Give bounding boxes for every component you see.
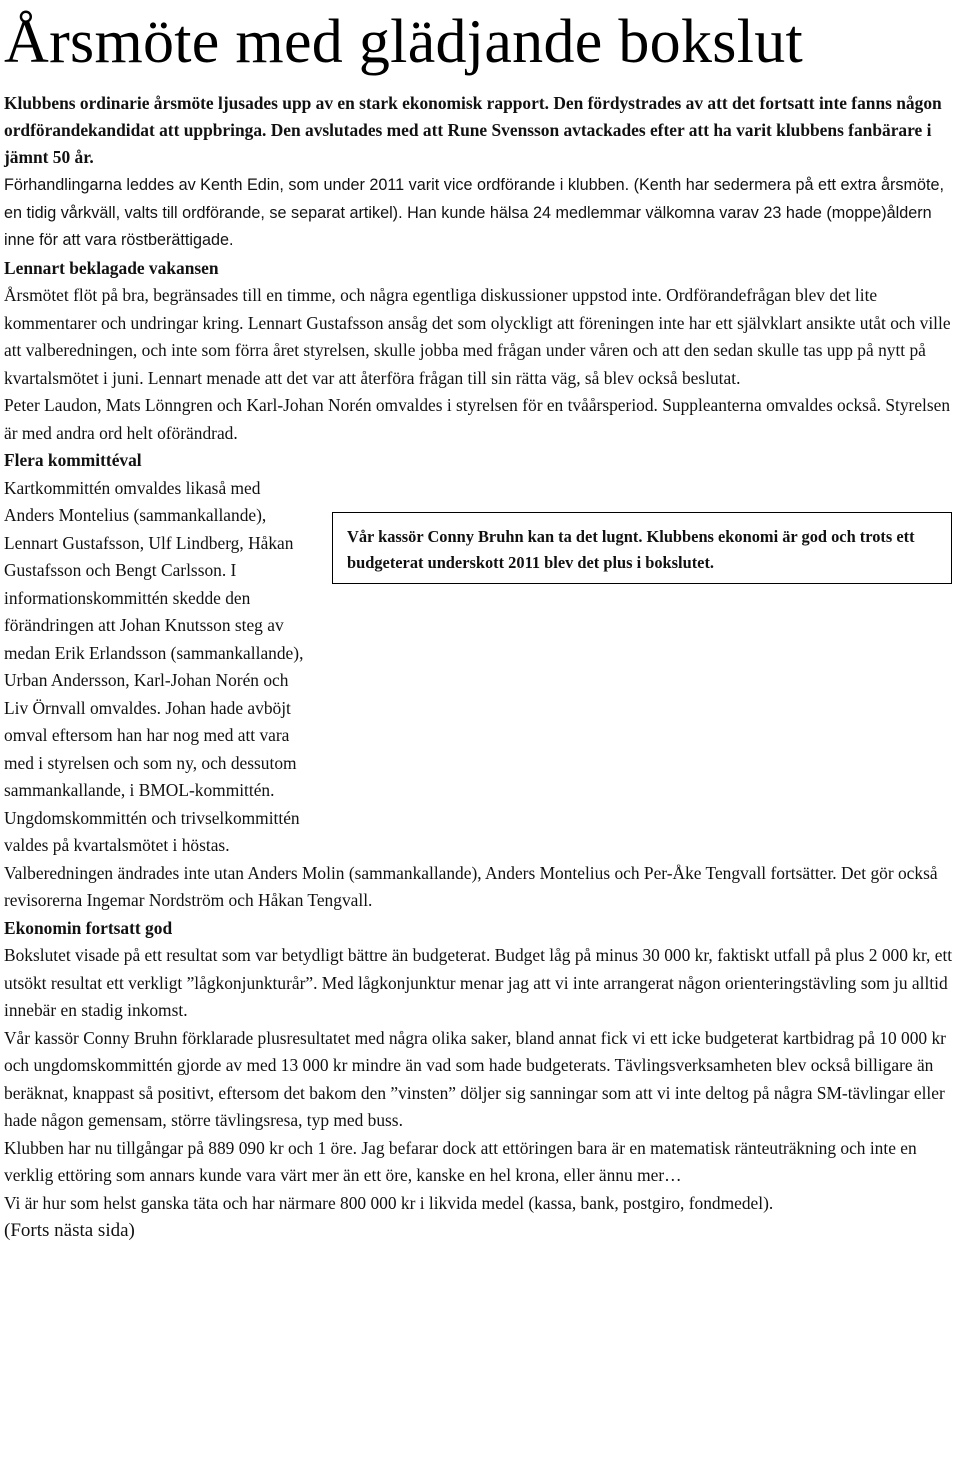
article-lede: Klubbens ordinarie årsmöte ljusades upp av en stark ekonomisk rapport. Den fördystrades av att det fortsatt inte fanns någon ordförandekandidat att uppbringa. Den avslutades med att Rune Svensson avtackades efter att ha varit klubbens fanbärare i jämnt 50 år. bbox=[4, 93, 942, 167]
body-paragraph: Årsmötet flöt på bra, begränsades till en timme, och några egentliga diskussioner uppstod inte. Ordförandefrågan blev det lite kommentarer och undringar kring. Lennart Gustafsson ansåg det som olyckligt att föreningen inte har ett självklart ansikte utåt och ville att valberedningen, och inte som förra året styrelsen, skulle jobba med frågan under våren och att den sedan skulle tas upp på nytt på kvartalsmötet i juni. Lennart menade att det var att återföra frågan till sin rätta väg, så blev också beslutat. bbox=[4, 285, 951, 388]
body-paragraph: Klubben har nu tillgångar på 889 090 kr och 1 öre. Jag befarar dock att ettöringen bara är en matematisk ränteuträkning och inte en verklig ettöring som annars kunde vara värt mer än ett öre, kanske en hel krona, eller ännu mer… bbox=[4, 1137, 917, 1185]
committee-column: Kartkommittén omvaldes likaså med Anders Montelius (sammankallande), Lennart Gustafsson, Ulf Lindberg, Håkan Gustafsson och Bengt Carlsson. I informationskommittén skedde den förändringen att Johan Knutsson steg av medan Erik Erlandsson (sammankallande), Urban Andersson, Karl-Johan Norén och Liv Örnvall omvaldes. Johan hade avböjt omval eftersom han har nog med att vara med i styrelsen och som ny, och dessutom sammankallande, i BMOL-kommittén. Ungdomskommittén och trivselkommittén valdes på kvartalsmötet i höstas. bbox=[4, 477, 304, 855]
intro-paragraph: Förhandlingarna leddes av Kenth Edin, som under 2011 varit vice ordförande i klubben. (Kenth har sedermera på ett extra årsmöte, en tidig vårkväll, valts till ordförande, se separat artikel). Han kunde hälsa 24 medlemmar välkomna varav 23 hade (moppe)åldern inne för att vara röstberättigade. bbox=[4, 176, 945, 249]
section-heading-vakansen: Lennart beklagade vakansen bbox=[4, 257, 219, 278]
body-paragraph: Bokslutet visade på ett resultat som var betydligt bättre än budgeterat. Budget låg på minus 30 000 kr, faktiskt utfall på plus 2 000 kr, ett utsökt resultat ett verkligt ”lågkonjunkturår”. Med lågkonjunktur menar jag att vi inte arrangerat någon orienteringstävling som ju alltid innebär en stadig inkomst. bbox=[4, 945, 953, 1020]
section-heading-ekonomi: Ekonomin fortsatt god bbox=[4, 917, 173, 938]
article-title: Årsmöte med glädjande bokslut bbox=[4, 8, 804, 76]
callout-box: Vår kassör Conny Bruhn kan ta det lugnt. Klubbens ekonomi är god och trots ett budgeterat underskott 2011 blev det plus i bokslutet. bbox=[332, 512, 952, 584]
body-paragraph: Peter Laudon, Mats Lönngren och Karl-Johan Norén omvaldes i styrelsen för en tvåårsperiod. Suppleanterna omvaldes också. Styrelsen är med andra ord helt oförändrad. bbox=[4, 395, 951, 443]
body-paragraph: Valberedningen ändrades inte utan Anders Molin (sammankallande), Anders Montelius och Per-Åke Tengvall fortsätter. Det gör också revisorerna Ingemar Nordström och Håkan Tengvall. bbox=[4, 862, 938, 910]
article-body bbox=[4, 172, 958, 1245]
section-heading-kommittéval: Flera kommittéval bbox=[4, 450, 142, 470]
body-paragraph: Vi är hur som helst ganska täta och har närmare 800 000 kr i likvida medel (kassa, bank, postgiro, fondmedel). bbox=[4, 1192, 774, 1213]
body-paragraph: Vår kassör Conny Bruhn förklarade plusresultatet med några olika saker, bland annat fick vi ett icke budgeterat kartbidrag på 10 000 kr och ungdomskommittén gjorde av med 13 000 kr mindre än vad som hade budgeterats. Tävlingsverksamheten blev också billigare än beräknat, knappast så positivt, eftersom det bakom den ”vinsten” döljer sig sanningar som att vi inte deltog på några SM-tävlingar eller hade någon gemensam, större tävlingsresa, typ med buss. bbox=[4, 1027, 946, 1130]
continued-note: (Forts nästa sida) bbox=[4, 1220, 135, 1241]
